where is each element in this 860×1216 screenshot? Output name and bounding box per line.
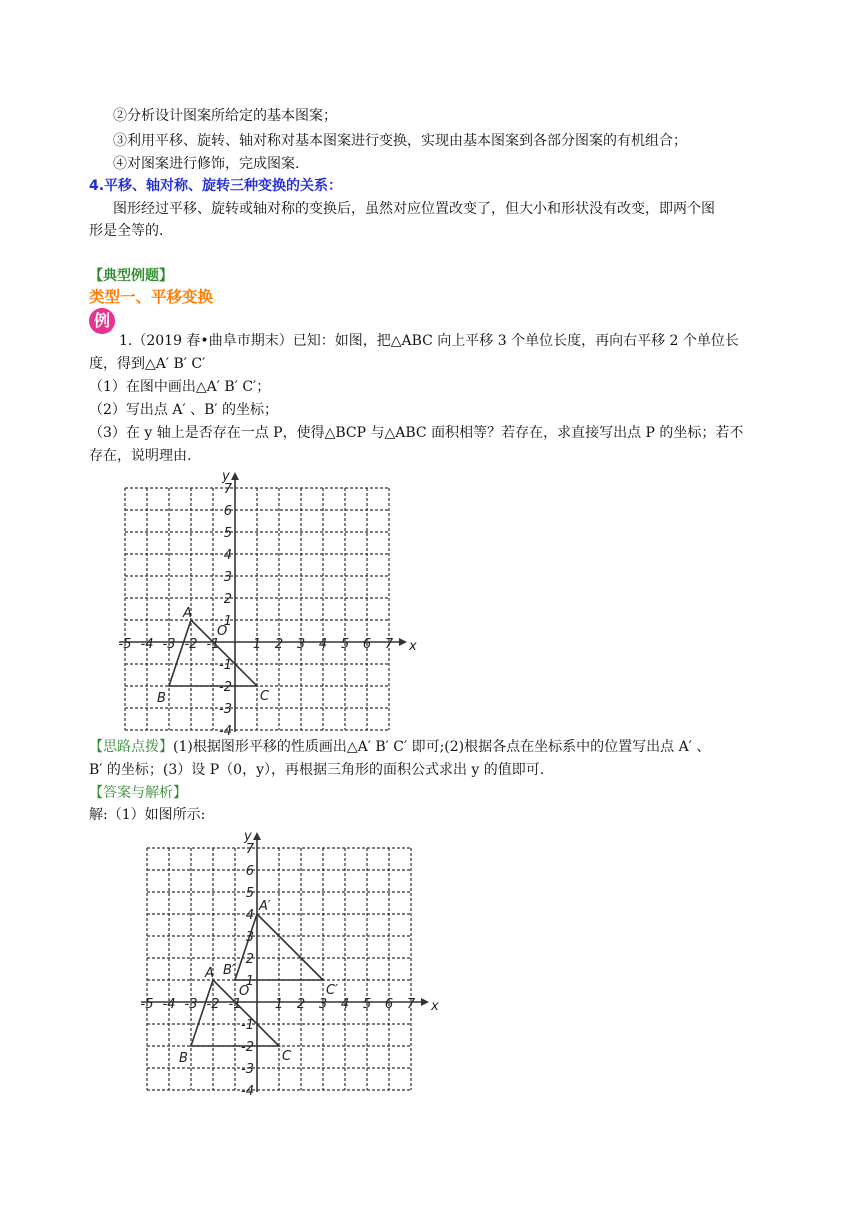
step-2: ②分析设计图案所给定的基本图案； [113, 108, 337, 124]
y-axis-label: y [244, 829, 252, 844]
x-tick-label: -1 [228, 997, 242, 1012]
x-tick-label: 5 [362, 997, 372, 1012]
y-axis-label: y [222, 469, 230, 484]
hint-line-2: B′ 的坐标；(3）设 P（0，y），再根据三角形的面积公式求出 y 的值即可. [89, 762, 545, 778]
x-tick-label: 7 [384, 637, 394, 652]
x-tick-label: 6 [384, 997, 394, 1012]
x-axis-label: x [409, 639, 417, 654]
y-axis-arrow-icon [253, 832, 261, 840]
x-tick-label: -3 [162, 637, 176, 652]
coordinate-graph-1 [114, 462, 417, 739]
x-tick-label: -5 [118, 637, 132, 652]
x-tick-label: -2 [184, 637, 198, 652]
x-tick-label: 6 [362, 637, 372, 652]
x-axis-arrow-icon [399, 638, 407, 646]
y-tick-label: 1 [245, 974, 254, 989]
hint-text-1: (1)根据图形平移的性质画出△A′ B′ C′ 即可;(2)根据各点在坐标系中的位置写出点 A′ 、 [173, 739, 711, 755]
x-tick-label: 7 [406, 997, 416, 1012]
question-2: （2）写出点 A′ 、B′ 的坐标； [89, 402, 279, 418]
x-tick-label: -5 [140, 997, 154, 1012]
examples-heading: 【典型例题】 [89, 268, 173, 284]
point-b-label: B [179, 1051, 188, 1066]
y-tick-label: 6 [223, 504, 232, 519]
y-tick-label: 5 [245, 886, 254, 901]
question-3-line-1: （3）在 y 轴上是否存在一点 P，使得△BCP 与△ABC 面积相等？若存在，求直接写出点 P 的坐标；若不 [89, 425, 744, 441]
y-tick-label: -2 [219, 680, 232, 695]
y-tick-label: -2 [241, 1040, 254, 1055]
x-tick-label: 1 [252, 637, 262, 652]
point-a-label: A [183, 606, 192, 621]
y-tick-label: 3 [245, 930, 254, 945]
y-tick-label: 5 [223, 526, 232, 541]
x-tick-label: -3 [184, 997, 198, 1012]
type-1-title: 类型一、平移变换 [89, 288, 214, 306]
y-tick-label: 3 [223, 570, 232, 585]
section-4-body-1: 图形经过平移、旋转或轴对称的变换后，虽然对应位置改变了，但大小和形状没有改变，即两个图 [113, 201, 715, 217]
problem-line-1: 1.（2019 春•曲阜市期末）已知：如图，把△ABC 向上平移 3 个单位长度，再向右平移 2 个单位长 [119, 333, 739, 349]
y-tick-label: -3 [241, 1062, 254, 1077]
x-tick-label: 2 [296, 997, 306, 1012]
y-tick-label: 4 [223, 548, 232, 563]
y-tick-label: -1 [241, 1018, 254, 1033]
y-tick-label: -4 [241, 1084, 254, 1099]
y-tick-label: -1 [219, 658, 232, 673]
x-tick-label: 1 [274, 997, 284, 1012]
x-tick-label: 2 [274, 637, 284, 652]
x-tick-label: 4 [318, 637, 328, 652]
point-a-prime-label: A′ [259, 899, 271, 914]
y-tick-label: 2 [223, 592, 232, 607]
x-tick-label: -2 [206, 997, 220, 1012]
question-3-line-2: 存在，说明理由. [89, 448, 192, 464]
x-axis-label: x [431, 999, 439, 1014]
step-4: ④对图案进行修饰，完成图案. [113, 156, 300, 172]
point-a-label: A [205, 966, 214, 981]
point-c-prime-label: C′ [326, 983, 339, 998]
y-tick-label: -3 [219, 702, 232, 717]
x-tick-label: -4 [140, 637, 154, 652]
x-tick-label: 4 [340, 997, 350, 1012]
hint-line-1 [89, 737, 710, 757]
point-b-label: B [157, 691, 166, 706]
y-tick-label: 2 [245, 952, 254, 967]
point-c-label: C [260, 689, 270, 704]
step-3: ③利用平移、旋转、轴对称对基本图案进行变换，实现由基本图案到各部分图案的有机组合； [113, 133, 687, 149]
hint-label: 【思路点拨】 [89, 739, 173, 755]
answer-line-1: 解:（1）如图所示: [89, 807, 206, 823]
section-4-body-2: 形是全等的. [89, 223, 164, 239]
example-badge-icon: 例 [89, 308, 115, 334]
y-tick-label: 7 [245, 842, 254, 857]
x-tick-label: 3 [296, 637, 306, 652]
point-b-prime-label: B′ [223, 963, 235, 978]
origin-label: O [217, 624, 228, 639]
x-tick-label: 5 [340, 637, 350, 652]
y-tick-label: -4 [219, 724, 232, 739]
y-tick-label: 7 [223, 482, 232, 497]
coordinate-graph-2 [136, 822, 439, 1099]
x-tick-label: -1 [206, 637, 220, 652]
y-tick-label: 1 [223, 614, 232, 629]
y-tick-label: 4 [245, 908, 254, 923]
x-tick-label: 3 [318, 997, 328, 1012]
point-c-label: C [282, 1049, 292, 1064]
problem-line-2: 度，得到△A′ B′ C′ [89, 356, 206, 372]
y-tick-label: 6 [245, 864, 254, 879]
origin-label: O [239, 984, 250, 999]
x-tick-label: -4 [162, 997, 176, 1012]
y-axis-arrow-icon [231, 472, 239, 480]
x-axis-arrow-icon [421, 998, 429, 1006]
answer-label: 【答案与解析】 [89, 785, 187, 801]
section-4-title: 4.平移、轴对称、旋转三种变换的关系： [89, 178, 343, 194]
question-1: （1）在图中画出△A′ B′ C′； [89, 379, 271, 395]
